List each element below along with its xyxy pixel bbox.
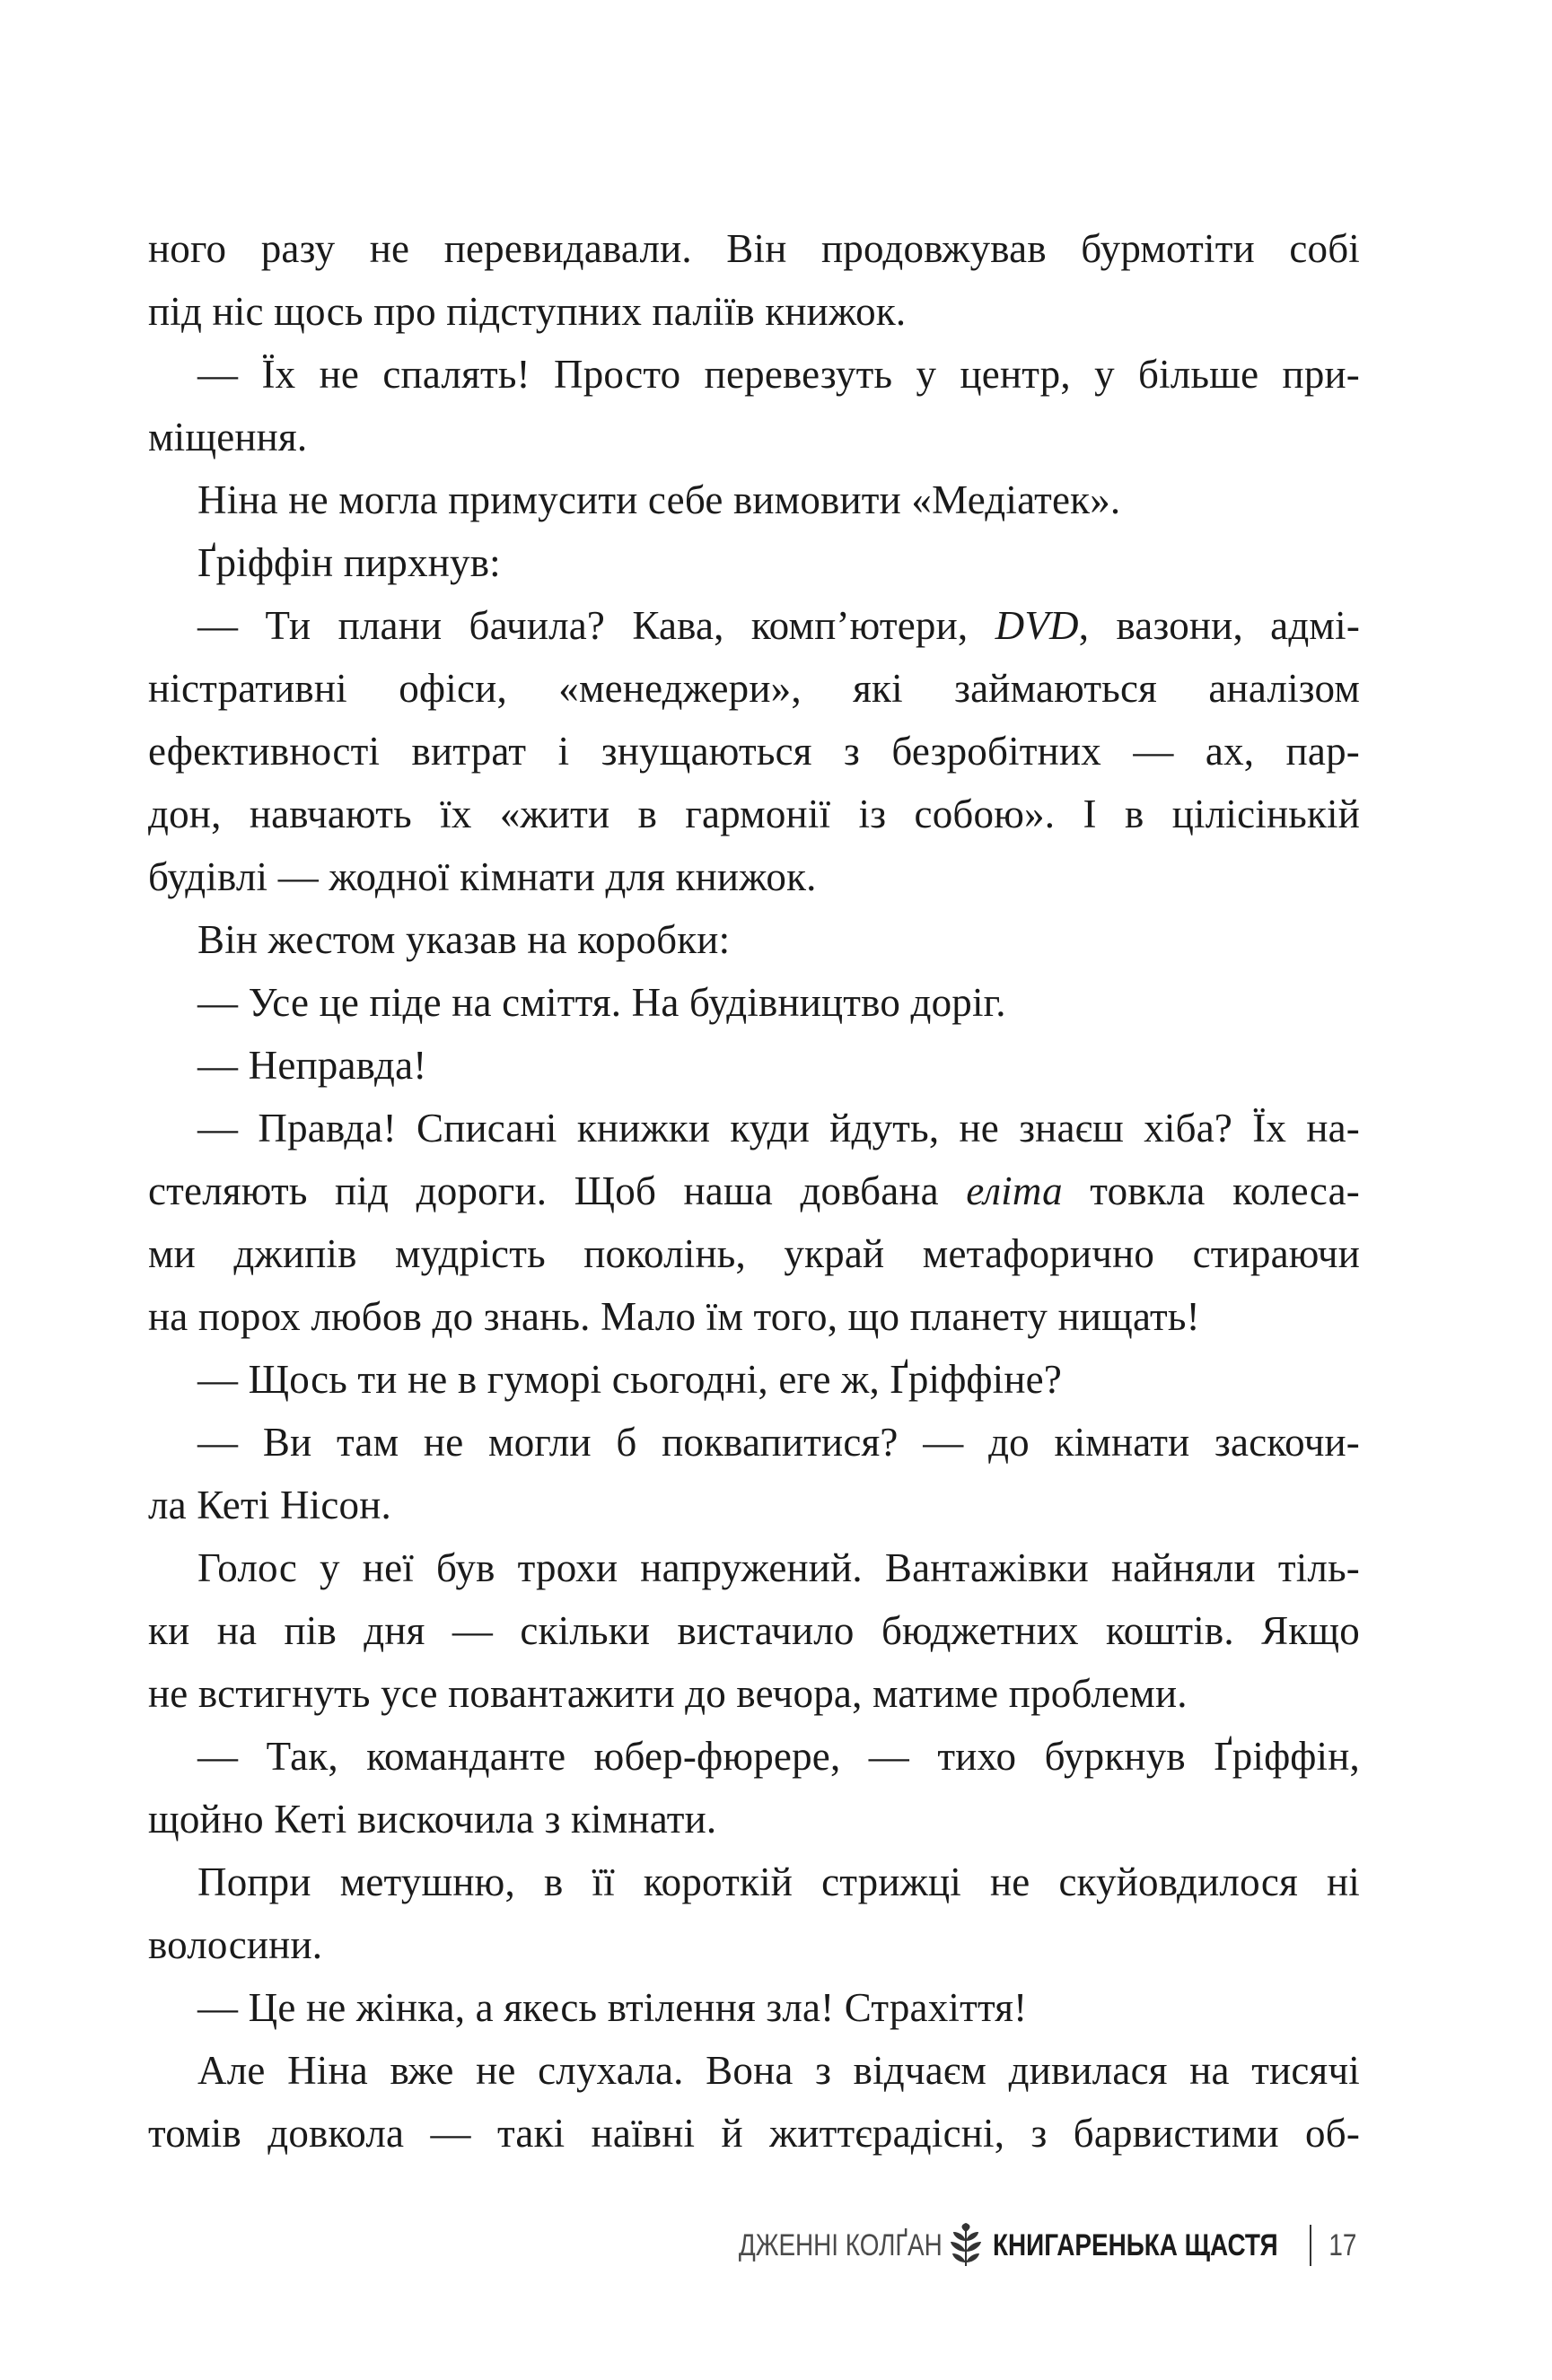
text-line: не встигнуть усе повантажити до вечора, матиме проблеми. (148, 1671, 1188, 1716)
text-line: на порох любов до знань. Мало їм того, що планету нищать! (148, 1294, 1200, 1339)
text-line: Він жестом указав на коробки: (197, 917, 731, 962)
text-line: ла Кеті Нісон. (148, 1483, 391, 1527)
text-line: волосини. (148, 1922, 323, 1967)
text-line: щойно Кеті вискочила з кімнати. (148, 1797, 717, 1842)
text-line: — Усе це піде на сміття. На будівництво доріг. (197, 980, 1006, 1025)
text-line: — Щось ти не в гуморі сьогодні, еге ж, Ґріффіне? (197, 1357, 1063, 1402)
text-line: Але Ніна вже не слухала. Вона з відчаєм дивилася на тисячі (197, 2048, 1360, 2093)
text-line: — Неправда! (197, 1043, 427, 1088)
text-line: Голос у неї був трохи напружений. Вантажівки найняли тіль- (197, 1545, 1360, 1590)
text-line: міщення. (148, 415, 308, 459)
text-line: Ніна не могла примусити себе вимовити «Медіатек». (197, 477, 1121, 522)
text-line: під ніс щось про підступних паліїв книжок. (148, 289, 907, 334)
footer-book-title: КНИГАРЕНЬКА ЩАСТЯ (992, 2227, 1278, 2262)
leaf-sprig-icon (948, 2223, 984, 2268)
text-line: ного разу не перевидавали. Він продовжував бурмотіти собі (148, 226, 1360, 271)
running-footer (0, 2218, 1360, 2272)
text-line: — Правда! Списані книжки куди йдуть, не знаєш хіба? Їх на- (197, 1106, 1360, 1151)
text-line: будівлі — жодної кімнати для книжок. (148, 854, 817, 899)
text-line: ефективності витрат і знущаються з безробітних — ах, пар- (148, 729, 1360, 774)
page-number: 17 (1328, 2227, 1357, 2262)
page-body-text (148, 217, 1360, 2165)
text-line: ністративні офіси, «менеджери», які займаються аналізом (148, 666, 1360, 711)
text-line: ки на пів дня — скільки вистачило бюджетних коштів. Якщо (148, 1608, 1360, 1653)
footer-divider (1310, 2225, 1311, 2266)
text-line: — Це не жінка, а якесь втілення зла! Страхіття! (197, 1985, 1028, 2030)
text-line: — Ви там не могли б поквапитися? — до кімнати заскочи- (197, 1420, 1360, 1465)
text-line: — Ти плани бачила? Кава, комп’ютери, DVD, вазони, адмі- (197, 603, 1360, 648)
text-line: ми джипів мудрість поколінь, украй метафорично стираючи (148, 1231, 1360, 1276)
text-line: — Так, команданте юбер-фюрере, — тихо буркнув Ґріффін, (197, 1734, 1360, 1779)
text-line: томів довкола — такі наївні й життєрадісні, з барвистими об- (148, 2111, 1360, 2156)
footer-author: ДЖЕННІ КОЛҐАН (738, 2227, 943, 2262)
text-line: дон, навчають їх «жити в гармонії із собою». І в цілісінькій (148, 792, 1360, 836)
text-line: Попри метушню, в її короткій стрижці не скуйовдилося ні (197, 1859, 1360, 1904)
text-line: — Їх не спалять! Просто перевезуть у центр, у більше при- (197, 352, 1360, 397)
text-line: стеляють під дороги. Щоб наша довбана еліта товкла колеса- (148, 1168, 1360, 1213)
text-line: Ґріффін пирхнув: (197, 540, 501, 585)
